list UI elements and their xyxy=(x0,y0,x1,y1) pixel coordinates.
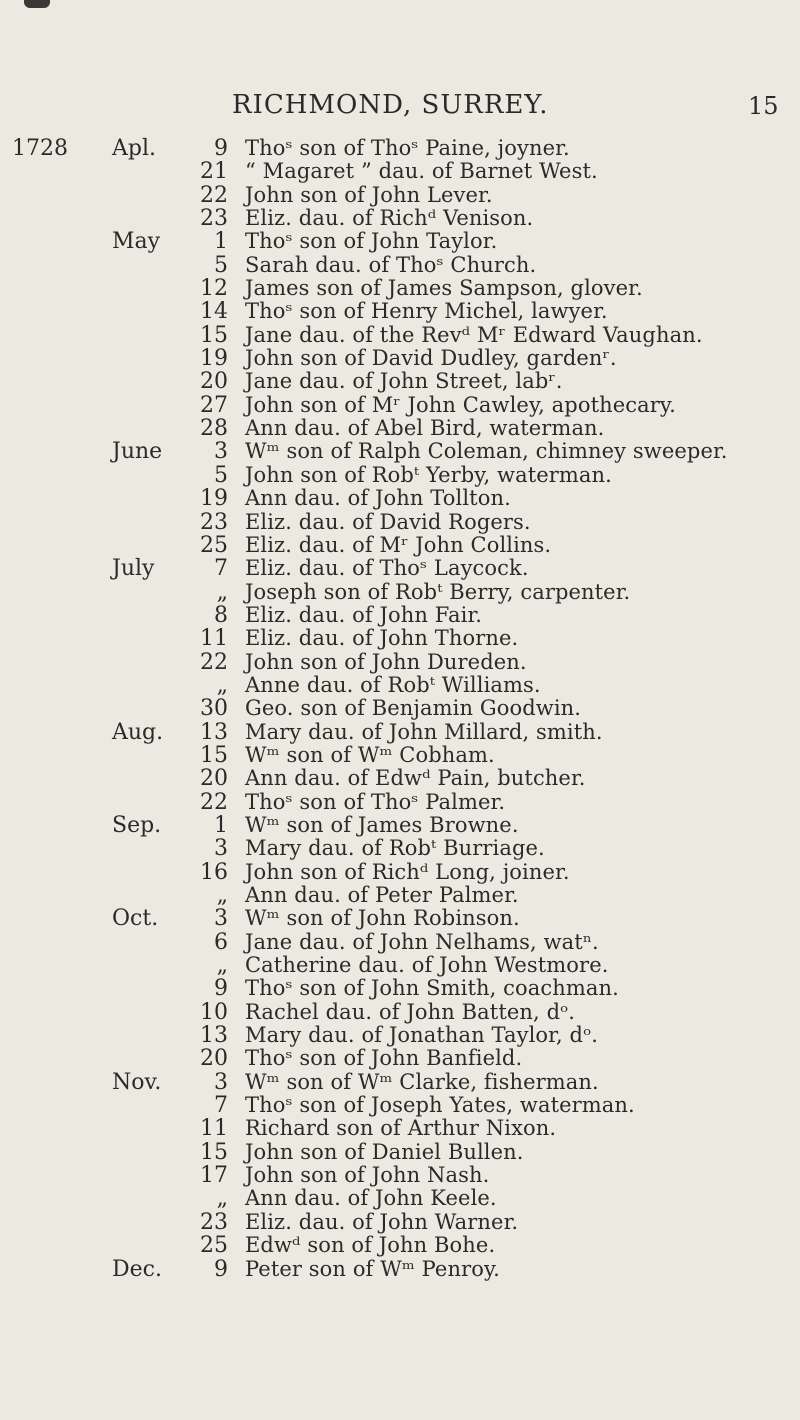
entry-day: 14 xyxy=(200,299,228,325)
register-row xyxy=(0,1164,800,1187)
entry-text: Wᵐ son of Wᵐ Clarke, fisherman. xyxy=(245,1069,599,1094)
entry-text: Jane dau. of John Street, labʳ. xyxy=(245,369,563,394)
entry-day: 17 xyxy=(200,1163,228,1189)
page-corner-mark xyxy=(24,0,50,8)
entry-text: Eliz. dau. of John Fair. xyxy=(245,602,483,627)
entry-text: Ann dau. of John Tollton. xyxy=(245,486,511,511)
entry-text: John son of Richᵈ Long, joiner. xyxy=(245,859,570,884)
entry-text: James son of James Sampson, glover. xyxy=(245,276,643,301)
entry-text: Eliz. dau. of John Thorne. xyxy=(245,626,519,651)
entry-day: 27 xyxy=(200,392,228,418)
entry-text: Mary dau. of John Millard, smith. xyxy=(245,719,603,744)
entry-day: 23 xyxy=(200,206,228,232)
entry-text: Thoˢ son of Thoˢ Paine, joyner. xyxy=(245,136,570,160)
entry-day: 19 xyxy=(200,486,228,512)
entry-month: Dec. xyxy=(112,1256,162,1282)
register-row xyxy=(0,184,800,207)
register-row xyxy=(0,370,800,393)
register-row xyxy=(0,1234,800,1257)
entry-text: John son of Mʳ John Cawley, apothecary. xyxy=(245,392,676,417)
register-row xyxy=(0,791,800,814)
register-row xyxy=(0,1071,800,1094)
entry-day: 8 xyxy=(214,602,228,628)
entry-day: 7 xyxy=(214,1093,228,1119)
entry-day: 22 xyxy=(200,789,228,815)
register-row xyxy=(0,487,800,510)
entry-text: Joseph son of Robᵗ Berry, carpenter. xyxy=(245,579,631,604)
entry-day: 22 xyxy=(200,649,228,675)
register-row xyxy=(0,674,800,697)
register-row xyxy=(0,207,800,230)
entry-day: 15 xyxy=(200,1139,228,1165)
entry-day: 9 xyxy=(214,136,228,161)
entry-text: Eliz. dau. of Richᵈ Venison. xyxy=(245,206,534,231)
register-row xyxy=(0,651,800,674)
entry-text: Geo. son of Benjamin Goodwin. xyxy=(245,696,582,721)
entry-day: 25 xyxy=(200,532,228,558)
entry-text: Jane dau. of the Revᵈ Mʳ Edward Vaughan. xyxy=(245,322,703,347)
register-row xyxy=(0,1047,800,1070)
baptism-register-list xyxy=(0,137,800,1281)
register-row xyxy=(0,417,800,440)
entry-day: „ xyxy=(216,672,228,698)
entry-day: 20 xyxy=(200,766,228,792)
register-row xyxy=(0,627,800,650)
page-header xyxy=(0,90,800,124)
register-row xyxy=(0,277,800,300)
entry-month: June xyxy=(112,439,163,465)
register-row xyxy=(0,884,800,907)
register-row xyxy=(0,767,800,790)
entry-text: Thoˢ son of John Banfield. xyxy=(245,1046,523,1071)
register-row xyxy=(0,1211,800,1234)
entry-day: 16 xyxy=(200,859,228,885)
register-row xyxy=(0,931,800,954)
entry-day: 5 xyxy=(214,252,228,278)
entry-day: 22 xyxy=(200,182,228,208)
register-row xyxy=(0,1094,800,1117)
entry-day: 11 xyxy=(200,1116,228,1142)
entry-text: Eliz. dau. of Mʳ John Collins. xyxy=(245,532,552,557)
register-row xyxy=(0,977,800,1000)
page-number: 15 xyxy=(748,92,779,120)
register-row xyxy=(0,440,800,463)
entry-day: 1 xyxy=(214,812,228,838)
register-row xyxy=(0,534,800,557)
entry-day: 28 xyxy=(200,416,228,442)
entry-day: 5 xyxy=(214,462,228,488)
entry-text: Sarah dau. of Thoˢ Church. xyxy=(245,252,537,277)
entry-text: John son of John Nash. xyxy=(245,1163,490,1188)
entry-text: John son of John Dureden. xyxy=(245,649,527,674)
register-row xyxy=(0,137,800,160)
register-row xyxy=(0,254,800,277)
register-row xyxy=(0,160,800,183)
register-row xyxy=(0,1141,800,1164)
entry-text: “ Magaret ” dau. of Barnet West. xyxy=(245,159,598,184)
entry-text: Ann dau. of Abel Bird, waterman. xyxy=(245,416,605,441)
entry-text: Wᵐ son of Ralph Coleman, chimney sweeper. xyxy=(245,439,728,464)
register-row xyxy=(0,464,800,487)
entry-day: 13 xyxy=(200,1023,228,1049)
entry-month: Apl. xyxy=(112,136,156,161)
register-row xyxy=(0,557,800,580)
entry-day: „ xyxy=(216,953,228,979)
register-row xyxy=(0,324,800,347)
register-row xyxy=(0,300,800,323)
entry-text: Mary dau. of Robᵗ Burriage. xyxy=(245,836,545,861)
register-row xyxy=(0,604,800,627)
entry-day: 1 xyxy=(214,229,228,255)
entry-day: „ xyxy=(216,1186,228,1212)
entry-day: 10 xyxy=(200,999,228,1025)
register-row xyxy=(0,581,800,604)
entry-month: Nov. xyxy=(112,1069,162,1095)
entry-text: Rachel dau. of John Batten, dᵒ. xyxy=(245,999,576,1024)
entry-month: Oct. xyxy=(112,906,159,932)
entry-text: Thoˢ son of Thoˢ Palmer. xyxy=(245,789,506,814)
entry-day: 11 xyxy=(200,626,228,652)
register-row xyxy=(0,721,800,744)
entry-day: 21 xyxy=(200,159,228,185)
entry-day: 3 xyxy=(214,906,228,932)
register-row xyxy=(0,1258,800,1281)
register-row xyxy=(0,1024,800,1047)
register-row xyxy=(0,1187,800,1210)
entry-month: Aug. xyxy=(112,719,164,745)
entry-day: 12 xyxy=(200,276,228,302)
entry-day: 30 xyxy=(200,696,228,722)
entry-text: Wᵐ son of James Browne. xyxy=(245,812,519,837)
register-row xyxy=(0,697,800,720)
entry-text: Wᵐ son of Wᵐ Cobham. xyxy=(245,742,495,767)
entry-text: Ann dau. of Peter Palmer. xyxy=(245,883,519,907)
register-row xyxy=(0,837,800,860)
register-row xyxy=(0,1117,800,1140)
register-row xyxy=(0,907,800,930)
register-row xyxy=(0,814,800,837)
entry-day: 25 xyxy=(200,1233,228,1259)
register-row xyxy=(0,1001,800,1024)
entry-day: 9 xyxy=(214,976,228,1002)
register-row xyxy=(0,230,800,253)
entry-day: 15 xyxy=(200,322,228,348)
entry-text: Thoˢ son of Henry Michel, lawyer. xyxy=(245,299,608,324)
entry-text: John son of Robᵗ Yerby, waterman. xyxy=(245,462,612,487)
entry-text: Ann dau. of Edwᵈ Pain, butcher. xyxy=(245,766,586,791)
entry-text: Thoˢ son of Joseph Yates, waterman. xyxy=(245,1093,635,1118)
entry-day: 3 xyxy=(214,836,228,862)
entry-text: Ann dau. of John Keele. xyxy=(245,1186,497,1211)
entry-text: Thoˢ son of John Taylor. xyxy=(245,229,498,254)
register-row xyxy=(0,347,800,370)
entry-text: Wᵐ son of John Robinson. xyxy=(245,906,520,931)
entry-day: 3 xyxy=(214,1069,228,1095)
register-row xyxy=(0,861,800,884)
register-row xyxy=(0,511,800,534)
entry-day: 20 xyxy=(200,1046,228,1072)
entry-text: John son of John Lever. xyxy=(245,182,493,207)
entry-day: 13 xyxy=(200,719,228,745)
entry-day: „ xyxy=(216,883,228,908)
page-title: RICHMOND, SURREY. xyxy=(232,90,549,120)
entry-text: Jane dau. of John Nelhams, watⁿ. xyxy=(245,929,599,954)
entry-year: 1728 xyxy=(12,136,68,161)
entry-day: 7 xyxy=(214,556,228,582)
entry-day: 20 xyxy=(200,369,228,395)
entry-text: Eliz. dau. of John Warner. xyxy=(245,1209,519,1234)
entry-day: 6 xyxy=(214,929,228,955)
entry-text: John son of Daniel Bullen. xyxy=(245,1139,524,1164)
entry-month: Sep. xyxy=(112,812,162,838)
register-row xyxy=(0,954,800,977)
entry-text: Richard son of Arthur Nixon. xyxy=(245,1116,557,1141)
entry-day: 19 xyxy=(200,346,228,372)
entry-day: 23 xyxy=(200,509,228,535)
register-row xyxy=(0,394,800,417)
entry-day: 15 xyxy=(200,742,228,768)
entry-month: July xyxy=(112,556,155,582)
entry-day: „ xyxy=(216,579,228,605)
entry-month: May xyxy=(112,229,161,255)
entry-text: Eliz. dau. of Thoˢ Laycock. xyxy=(245,556,529,581)
entry-text: Eliz. dau. of David Rogers. xyxy=(245,509,531,534)
entry-text: Anne dau. of Robᵗ Williams. xyxy=(245,672,541,697)
entry-text: John son of David Dudley, gardenʳ. xyxy=(245,346,617,371)
entry-day: 9 xyxy=(214,1256,228,1282)
entry-day: 23 xyxy=(200,1209,228,1235)
entry-text: Thoˢ son of John Smith, coachman. xyxy=(245,976,619,1001)
entry-text: Catherine dau. of John Westmore. xyxy=(245,953,609,978)
register-row xyxy=(0,744,800,767)
entry-day: 3 xyxy=(214,439,228,465)
entry-text: Mary dau. of Jonathan Taylor, dᵒ. xyxy=(245,1023,599,1048)
entry-text: Edwᵈ son of John Bohe. xyxy=(245,1233,496,1258)
entry-text: Peter son of Wᵐ Penroy. xyxy=(245,1256,500,1281)
